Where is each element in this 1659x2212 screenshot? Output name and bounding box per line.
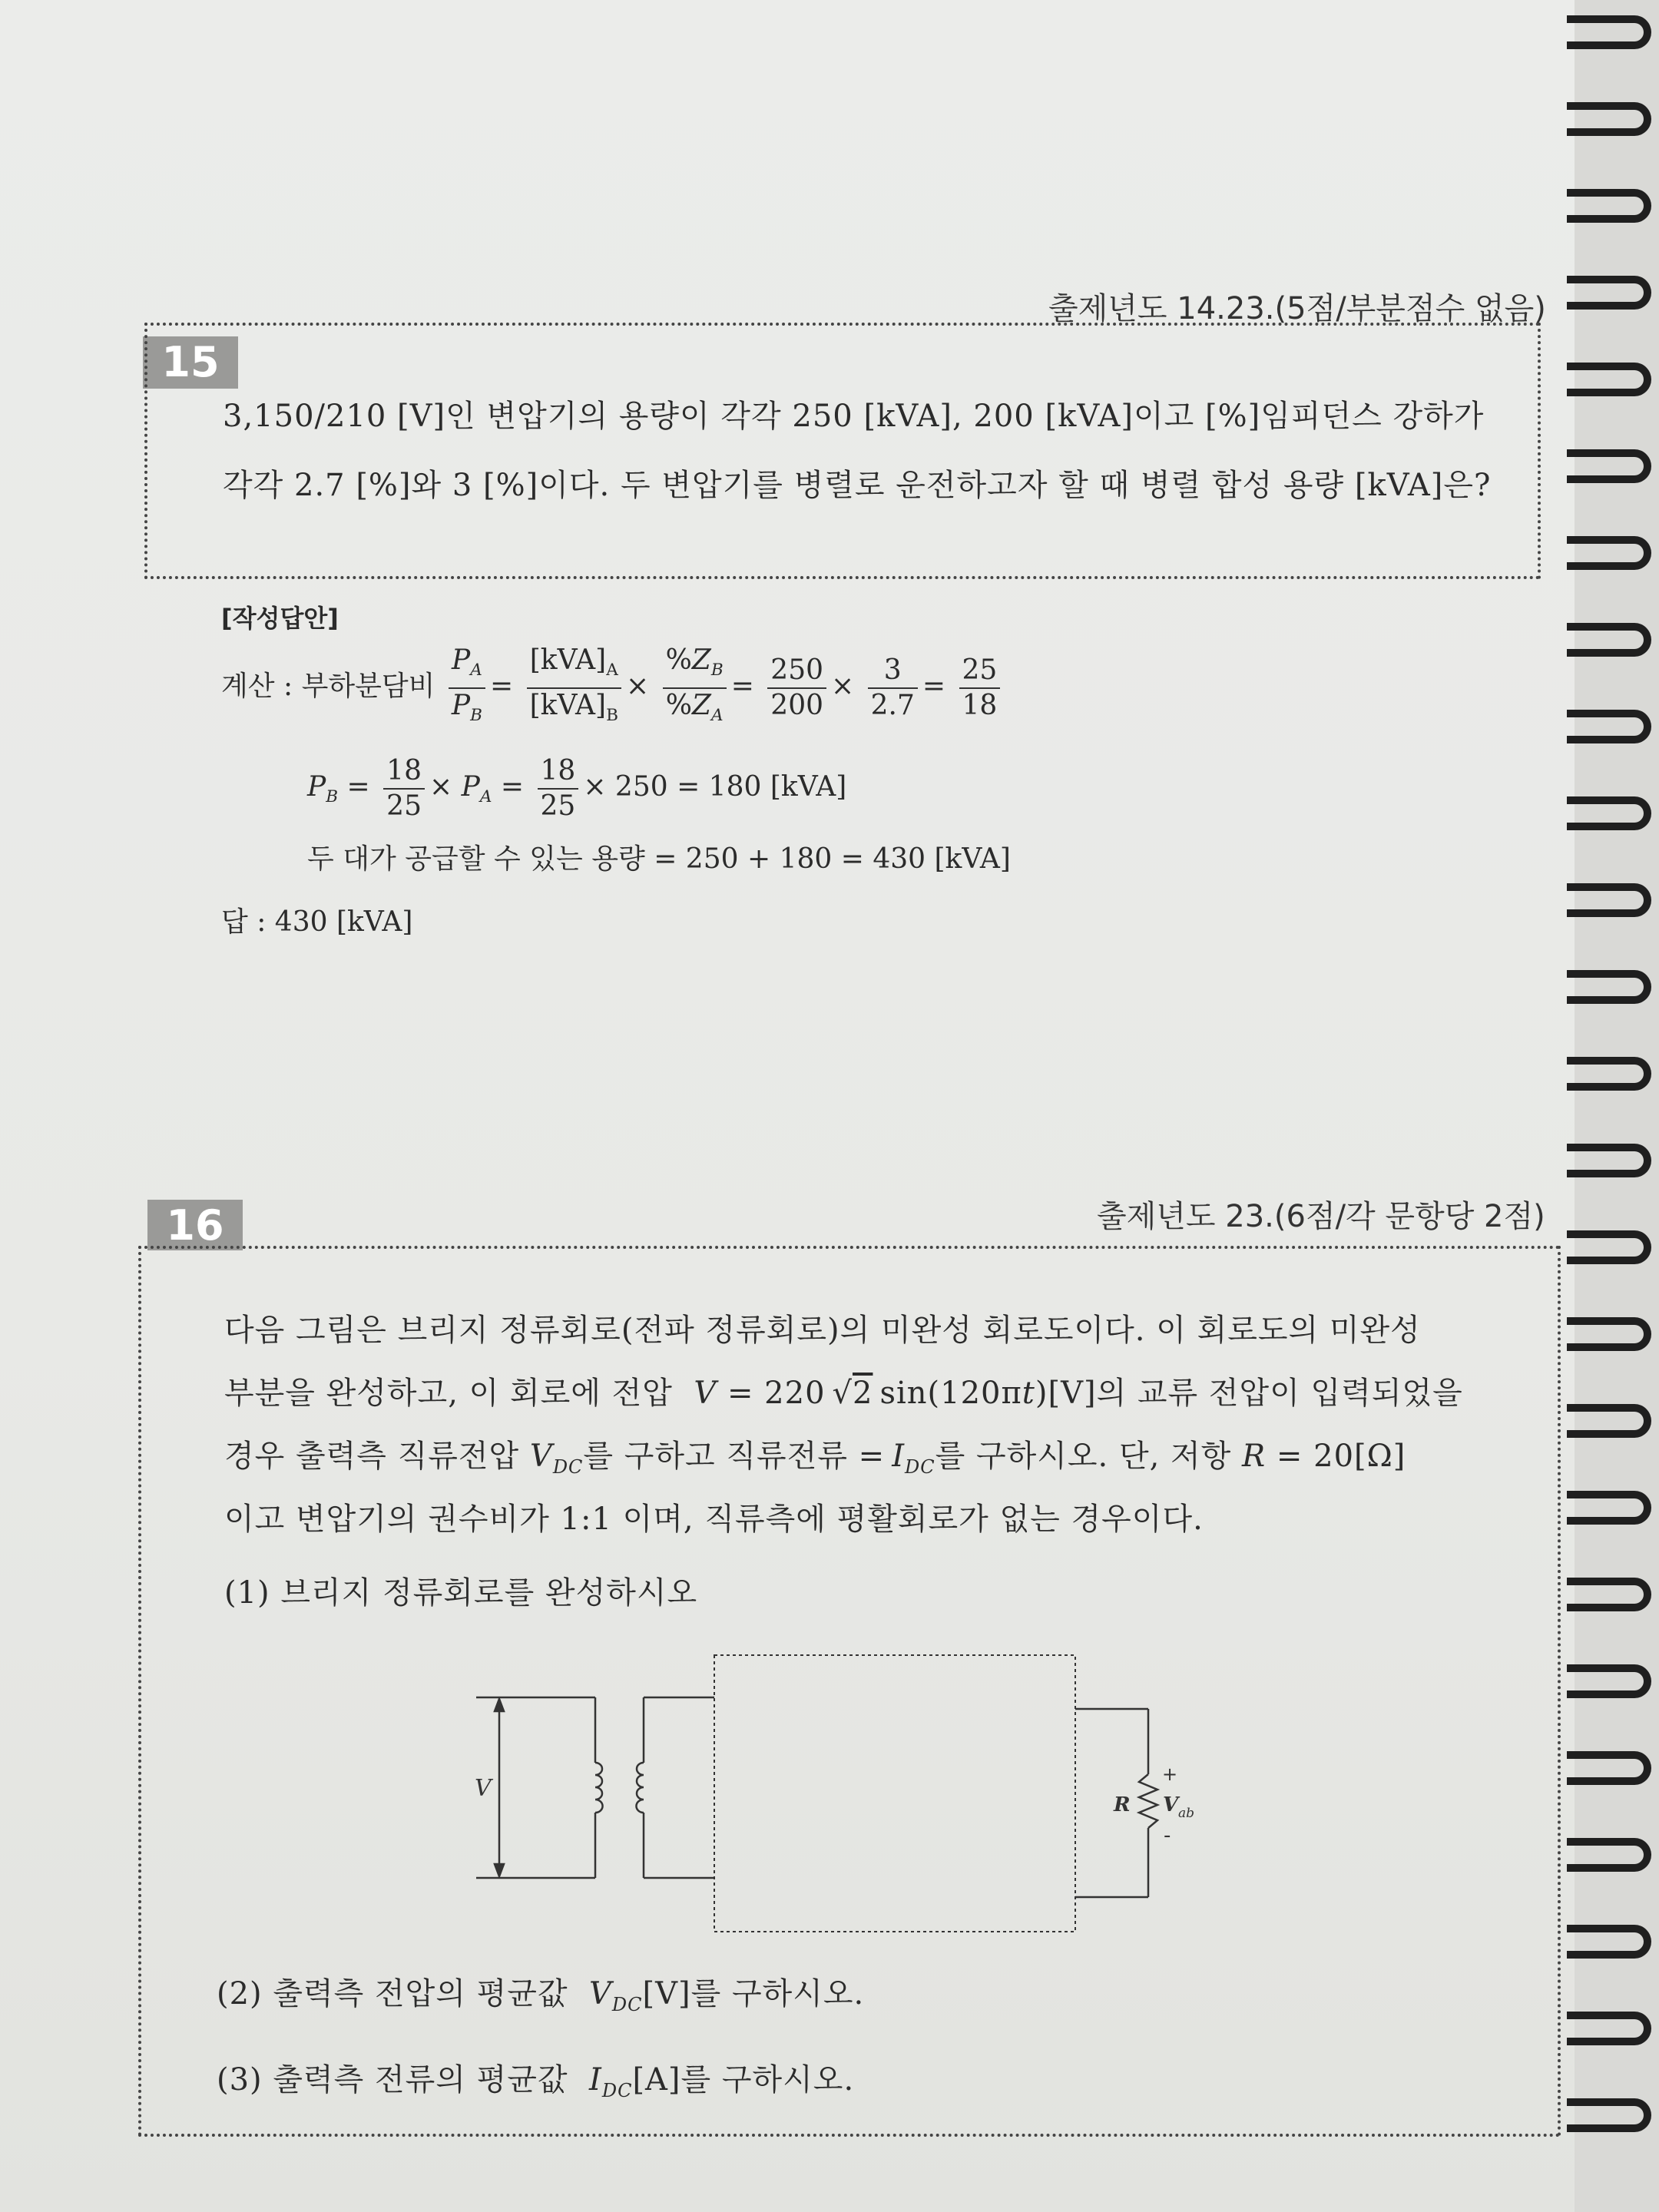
binding-ring	[1567, 536, 1651, 570]
q16-year-info: 출제년도 23.(6점/각 문항당 2점)	[1097, 1199, 1545, 1234]
binding-ring	[1567, 1751, 1651, 1785]
binding-ring	[1567, 363, 1651, 396]
q15-total-line: 두 대가 공급할 수 있는 용량 = 250 + 180 = 430 [kVA]	[307, 843, 1011, 875]
q16-number-badge: 16	[147, 1200, 243, 1250]
q16-line4: 이고 변압기의 권수비가 1:1 이며, 직류측에 평활회로가 없는 경우이다.	[224, 1502, 1204, 1537]
q16-line3: 경우 출력측 직류전압 $V_{DC}$를 구하고 직류전류 = $I_{DC}$를 구하시오. 단, 저항 R = 20[Ω]	[224, 1439, 1406, 1478]
binding-ring	[1567, 102, 1651, 136]
q15-question-box	[144, 323, 1541, 579]
circuit-r-label: R	[1114, 1793, 1131, 1816]
q15-calc-line: 계산 : 부하분담비 $\frac{P_A}{P_B}$ = $\frac{[kVA]_A}{[kVA]_B}$ × $\frac{\%Z_B}{\%Z_A}$ = $\frac{250}{200}$ × $\frac{3}{2.7}$ = $\frac{25}{18}$	[221, 644, 1005, 733]
fraction-kva: $\frac{[kVA]_A}{[kVA]_B}$	[527, 644, 621, 733]
binding-ring	[1567, 1664, 1651, 1698]
binding-ring	[1567, 883, 1651, 917]
binding-ring	[1567, 189, 1651, 223]
q15-answer-header: [작성답안]	[221, 604, 339, 633]
q15-question-line1: 3,150/210 [V]인 변압기의 용량이 각각 250 [kVA], 200 [kVA]이고 [%]임피던스 강하가	[223, 399, 1485, 434]
q15-pb-line: $P_B$ = $\frac{18}{25}$ × $P_A$ = $\frac{18}{25}$ × 250 = 180 [kVA]	[307, 755, 847, 822]
binding-ring	[1567, 2012, 1651, 2045]
binding-ring	[1567, 1925, 1651, 1959]
q16-sub3: (3) 출력측 전류의 평균값 $I_{DC}[A]$를 구하시오.	[217, 2062, 855, 2101]
fraction-25-18: $\frac{25}{18}$	[959, 654, 1001, 723]
fraction-z: $\frac{\%Z_B}{\%Z_A}$	[663, 644, 727, 733]
binding-ring	[1567, 1491, 1651, 1525]
binding-ring	[1567, 276, 1651, 310]
q15-final-answer: 답 : 430 [kVA]	[221, 906, 413, 938]
fraction-3-27: $\frac{3}{2.7}$	[868, 654, 918, 723]
binding-ring	[1567, 710, 1651, 743]
q15-question-line2: 각각 2.7 [%]와 3 [%]이다. 두 변압기를 병렬로 운전하고자 할 때 병렬 합성 용량 [kVA]은?	[223, 468, 1492, 503]
q16-sub2: (2) 출력측 전압의 평균값 $V_{DC}[V]$를 구하시오.	[217, 1976, 865, 2015]
binding-ring	[1567, 15, 1651, 49]
binding-ring	[1567, 796, 1651, 830]
binding-ring	[1567, 1057, 1651, 1091]
bridge-rectifier-circuit	[461, 1644, 1229, 1951]
q15-year-info: 출제년도 14.23.(5점/부분점수 없음)	[1048, 291, 1546, 326]
circuit-vab-label: V	[1163, 1793, 1179, 1816]
binding-ring	[1567, 1144, 1651, 1177]
binding-ring	[1567, 970, 1651, 1004]
q16-line2: 부분을 완성하고, 이 회로에 전압 V = 220 √2 sin(120πt)[V]의 교류 전압이 입력되었을	[224, 1376, 1463, 1411]
circuit-minus-label: -	[1164, 1824, 1171, 1847]
q16-line1: 다음 그림은 브리지 정류회로(전파 정류회로)의 미완성 회로도이다. 이 회로도의 미완성	[224, 1313, 1421, 1348]
binding-ring	[1567, 623, 1651, 657]
calc-label: 계산 : 부하분담비	[221, 671, 435, 703]
binding-ring	[1567, 2098, 1651, 2132]
fraction-250-200: $\frac{250}{200}$	[767, 654, 826, 723]
circuit-plus-label: +	[1162, 1763, 1178, 1785]
q16-sub1: (1) 브리지 정류회로를 완성하시오	[224, 1575, 698, 1611]
binding-ring	[1567, 1404, 1651, 1438]
circuit-v-label: V	[475, 1775, 492, 1802]
q15-number-badge: 15	[143, 336, 238, 389]
binding-ring	[1567, 1317, 1651, 1351]
binding-ring	[1567, 1230, 1651, 1264]
binding-ring	[1567, 1838, 1651, 1872]
circuit-vab-subscript: ab	[1178, 1806, 1195, 1821]
binding-ring	[1567, 449, 1651, 483]
binding-ring	[1567, 1578, 1651, 1611]
binding-spine	[1575, 0, 1659, 2212]
fraction-pa-pb: $\frac{P_A}{P_B}$	[449, 644, 485, 733]
